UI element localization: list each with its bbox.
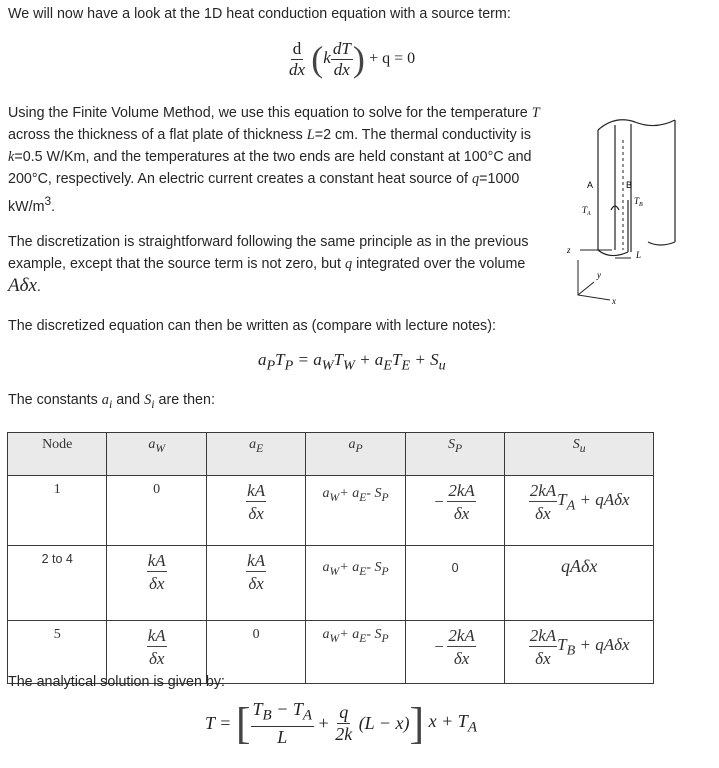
header-aW: $a_W$ xyxy=(107,433,206,476)
p1-superscript: 3 xyxy=(44,194,52,208)
analytical-lhs: T = xyxy=(205,713,232,733)
analytical-equation xyxy=(205,698,477,749)
cell-SP: 0 xyxy=(405,546,504,621)
label-B: B xyxy=(626,180,633,190)
aE-den: δx xyxy=(248,504,264,523)
plate-diagram xyxy=(560,110,715,305)
discretized-equation: $a_PT_P = a_WT_W + a_ET_E + S_u$ xyxy=(258,350,446,374)
frac2-num: q xyxy=(339,702,349,723)
cell-aP: $a_W+ a_E-$ $S_P$ xyxy=(306,476,405,546)
analytical-paren: (L − x) xyxy=(358,713,410,733)
frac1-num: $T_B - T_A$ xyxy=(251,700,315,726)
aE-num: kA xyxy=(247,551,266,570)
SP-num: 2kA xyxy=(448,481,475,500)
p1-var-k: k xyxy=(8,149,15,165)
ci-var-S: S xyxy=(144,392,152,408)
p2-var-Adx: Aδx xyxy=(8,275,37,296)
right-paren: ) xyxy=(352,39,365,79)
aW-num: kA xyxy=(147,626,166,645)
paragraph-fvm xyxy=(8,102,550,218)
cell-node: 1 xyxy=(8,476,107,546)
cell-aW: 0 xyxy=(107,476,206,546)
p1-var-L: L xyxy=(306,127,315,143)
frac2-den: 2k xyxy=(335,724,353,744)
inner-derivative-num: dT xyxy=(332,38,351,58)
SP-sign: − xyxy=(434,492,444,511)
cell-Su: qAδx xyxy=(505,546,654,621)
cell-Su xyxy=(505,621,654,684)
paragraph-discretization xyxy=(8,231,553,298)
cell-aE xyxy=(206,546,305,621)
table-header-row xyxy=(8,433,654,476)
cell-aW xyxy=(107,546,206,621)
SP-den: δx xyxy=(453,504,470,523)
left-paren: ( xyxy=(311,39,324,79)
Su-rest: $T_B + qA\delta x$ xyxy=(557,634,630,659)
equation-rest: + q = 0 xyxy=(369,49,416,67)
p1-text-1: Using the Finite Volume Method, we use this equation to solve for the temperature xyxy=(8,105,532,121)
ci-sub-i2: i xyxy=(151,396,155,411)
p1-text-6: . xyxy=(51,198,56,215)
header-Su: $S_u$ xyxy=(505,433,654,476)
SP-sign: − xyxy=(434,637,444,656)
p2-text-3: . xyxy=(36,279,41,295)
cell-SP xyxy=(405,621,504,684)
Su-num: 2kA xyxy=(529,481,557,500)
analytical-tail: $x + T_A$ xyxy=(428,710,477,736)
label-TA: $T_A$ xyxy=(582,205,591,217)
intro-text: We will now have a look at the 1D heat conduction equation with a source term: xyxy=(8,6,511,22)
cell-aP: $a_W+ a_E-$ $S_P$ xyxy=(306,621,405,684)
header-aE: $a_E$ xyxy=(206,433,305,476)
cell-node: 5 xyxy=(8,621,107,684)
ci-text-1: The constants xyxy=(8,392,102,408)
p2-var-q: q xyxy=(344,256,353,272)
outer-derivative xyxy=(287,40,307,79)
cell-aE: 0 xyxy=(206,621,305,684)
analytical-intro: The analytical solution is given by: xyxy=(8,674,225,690)
cell-SP xyxy=(405,476,504,546)
right-bracket: ] xyxy=(409,699,425,748)
discretized-intro: The discretized equation can then be written as (compare with lecture notes): xyxy=(8,318,496,334)
inner-derivative-den: dx xyxy=(333,59,350,79)
Su-den: δx xyxy=(535,649,551,668)
analytical-frac-2 xyxy=(333,703,354,744)
p1-text-3: =2 cm. The thermal conductivity is xyxy=(314,127,532,143)
aW-den: δx xyxy=(148,649,165,668)
coefficient-table xyxy=(7,432,654,684)
p1-text-5: =1000 kW/m xyxy=(8,171,520,215)
table-row xyxy=(8,476,654,546)
Su-rest: $T_A + qA\delta x$ xyxy=(557,489,630,514)
ci-var-a: a xyxy=(101,392,109,408)
cell-node: 2 to 4 xyxy=(8,546,107,621)
cell-aP: $a_W+ a_E-$ $S_P$ xyxy=(306,546,405,621)
left-bracket: [ xyxy=(235,699,251,748)
Su-num: 2kA xyxy=(529,626,557,645)
axes xyxy=(578,260,610,300)
p1-text-4: =0.5 W/Km, and the temperatures at the two ends are held constant at 100°C and 200°C, respectively. An electric current creates a constant heat source of xyxy=(8,149,532,187)
header-node: Node xyxy=(8,433,107,476)
inner-derivative xyxy=(331,40,353,79)
frac1-den: L xyxy=(277,726,288,747)
p1-text-2: across the thickness of a flat plate of thickness xyxy=(8,127,307,143)
label-y: y xyxy=(597,270,601,280)
label-TB: $T_B$ xyxy=(634,196,643,208)
SP-num: 2kA xyxy=(448,626,475,645)
header-aP: $a_P$ xyxy=(306,433,405,476)
SP-den: δx xyxy=(453,649,470,668)
governing-equation xyxy=(287,38,415,80)
label-A: A xyxy=(587,180,594,190)
analytical-frac-1 xyxy=(251,700,315,746)
aW-den: δx xyxy=(148,574,165,593)
label-L: L xyxy=(636,250,642,260)
p2-text-1: The discretization is straightforward following the same principle as in the previous example, except that the source term is not zero, but xyxy=(8,234,529,272)
outer-derivative-num: d xyxy=(292,38,302,58)
p1-var-T: T xyxy=(531,105,540,121)
ci-text-3: are then: xyxy=(154,392,215,408)
aE-den: δx xyxy=(248,574,264,593)
plate-top-edge xyxy=(598,120,675,130)
cell-aE xyxy=(206,476,305,546)
label-x: x xyxy=(612,296,616,305)
constants-intro xyxy=(8,389,215,415)
conductivity-k: k xyxy=(323,47,331,67)
p1-var-q: q xyxy=(471,171,480,187)
p2-text-2: integrated over the volume xyxy=(352,256,526,272)
cell-Su xyxy=(505,476,654,546)
ci-sub-i1: i xyxy=(108,396,113,411)
header-SP: $S_P$ xyxy=(405,433,504,476)
ci-text-2: and xyxy=(112,392,145,408)
outer-derivative-den: dx xyxy=(289,59,306,79)
aW-num: kA xyxy=(147,551,166,570)
Su-den: δx xyxy=(535,504,551,523)
plate-bottom-edge xyxy=(598,250,628,256)
aE-num: kA xyxy=(247,481,266,500)
table-row xyxy=(8,546,654,621)
analytical-plus: + xyxy=(318,713,329,733)
label-z: z xyxy=(567,245,571,255)
